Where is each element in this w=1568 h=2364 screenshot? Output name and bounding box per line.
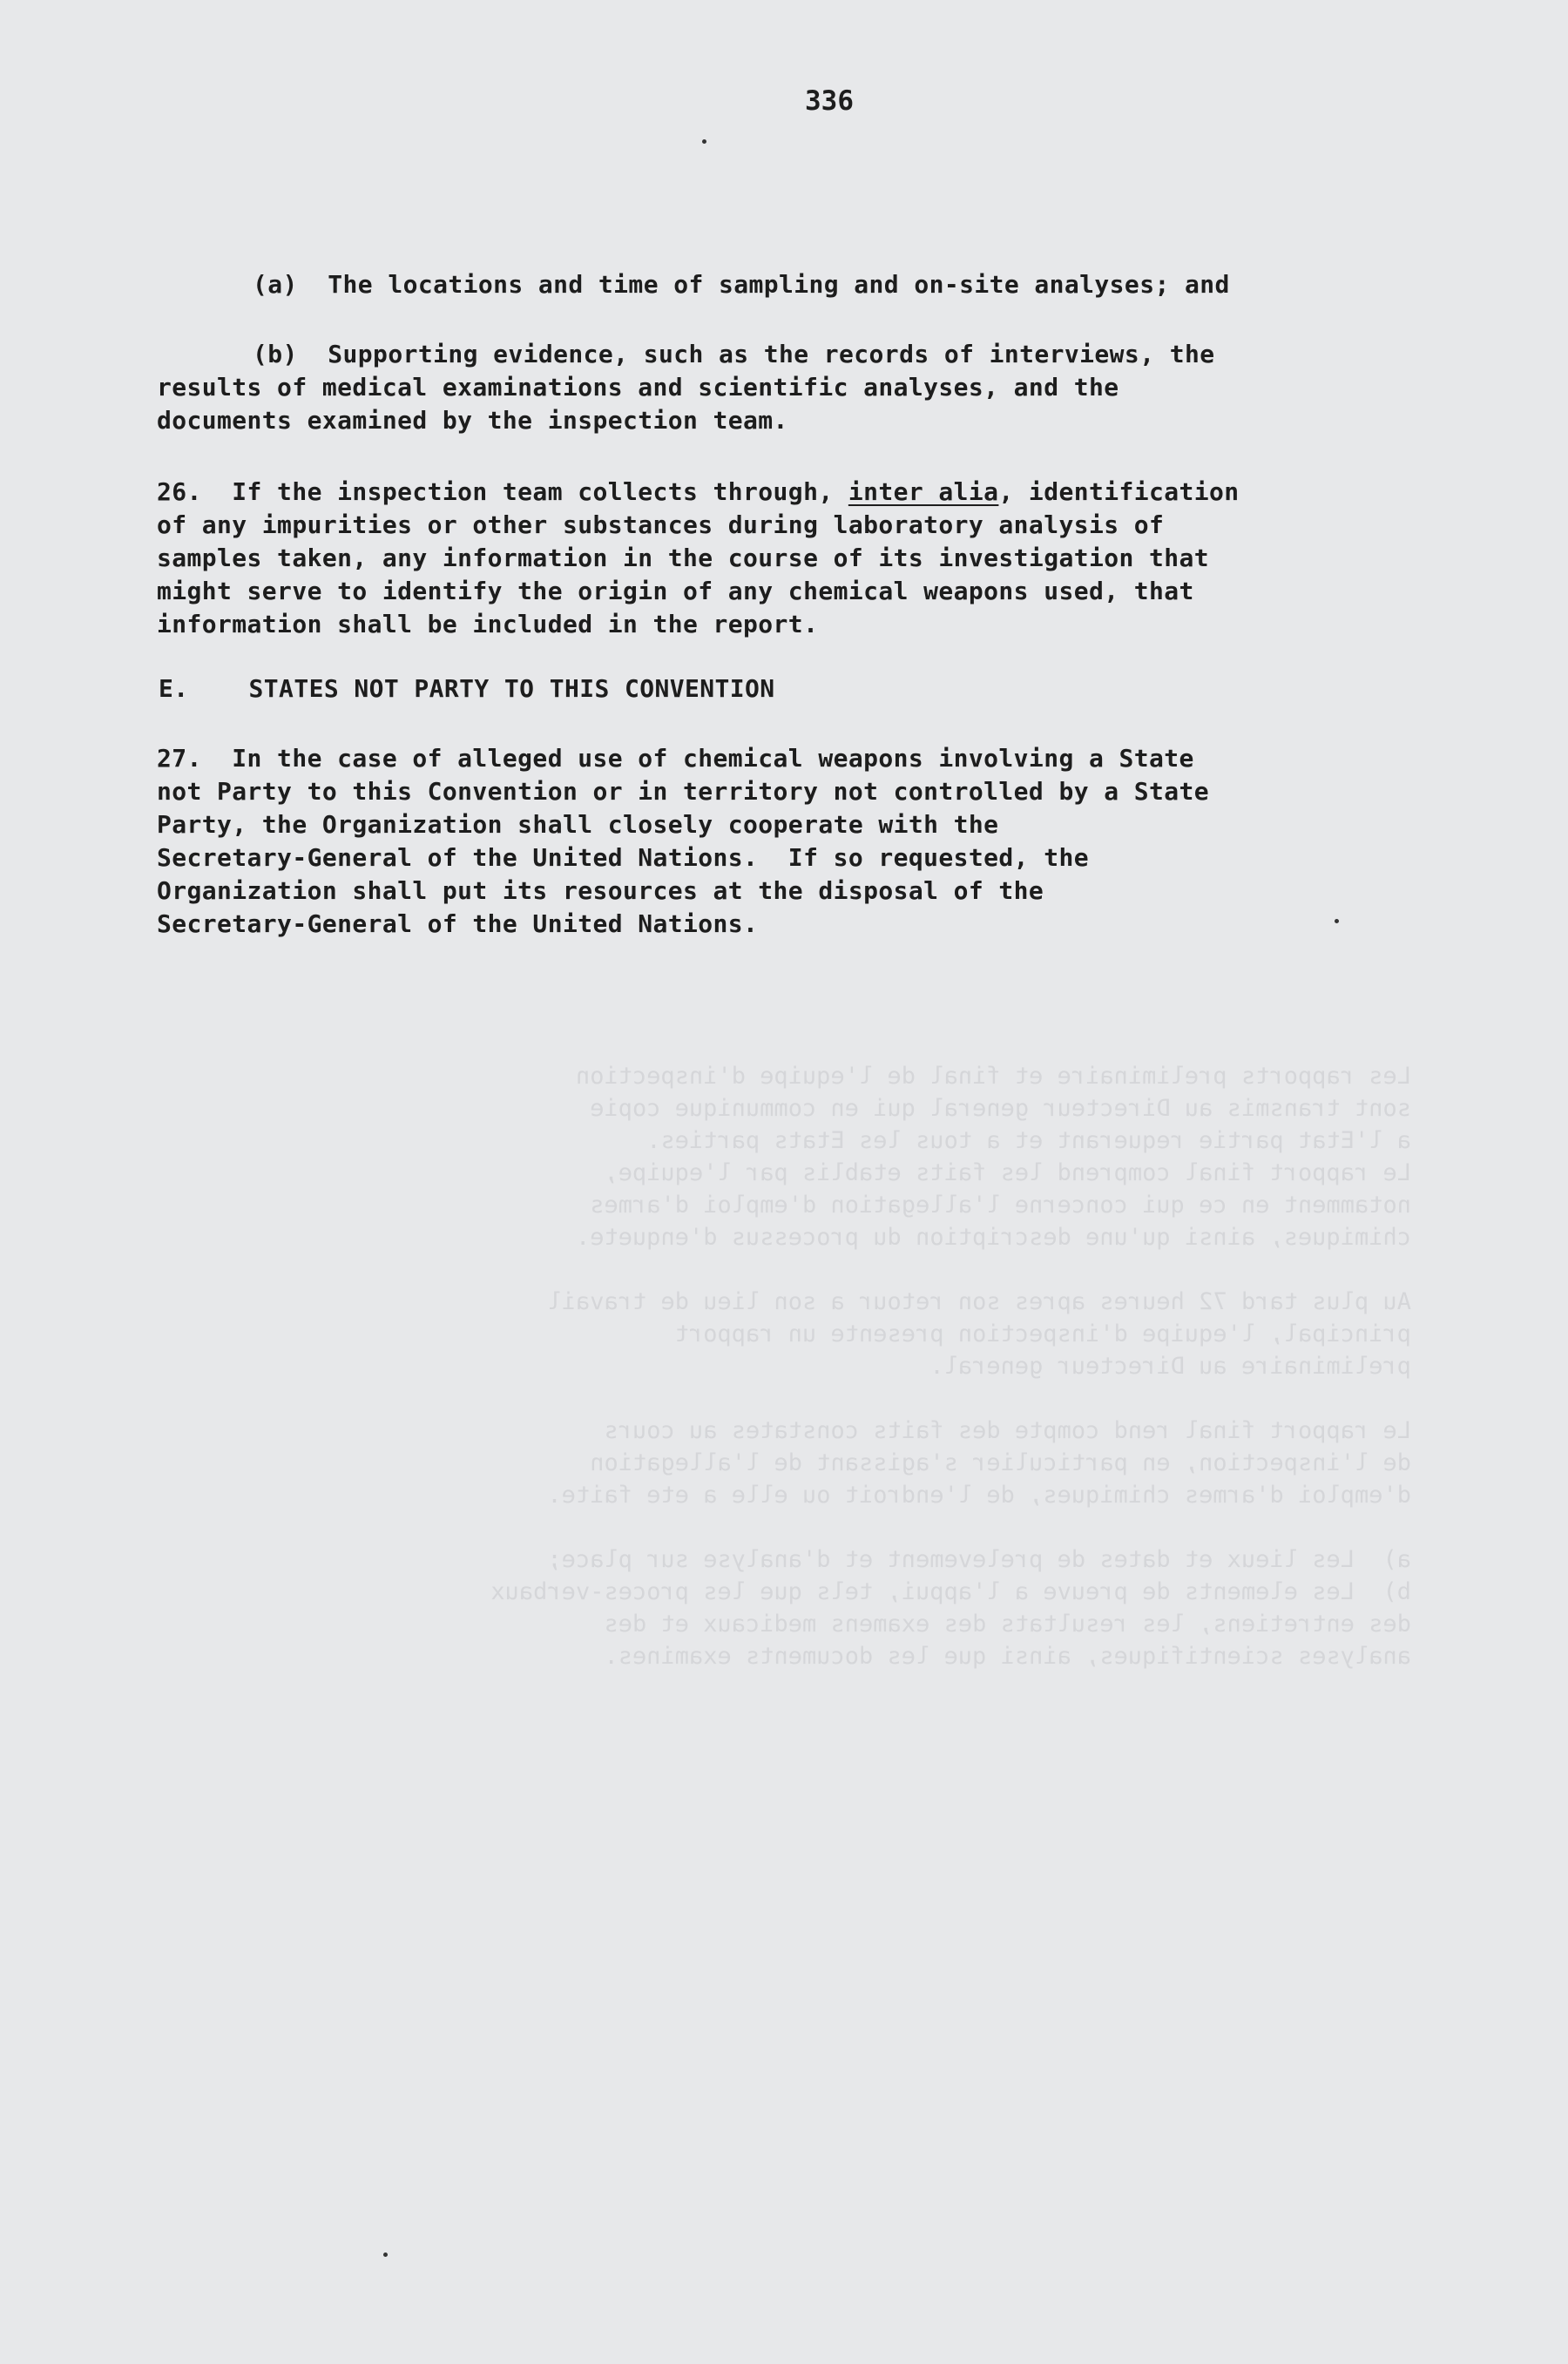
scan-speck: [383, 2253, 388, 2257]
para-27-line-3: Party, the Organization shall closely cooperate with the: [157, 810, 999, 839]
item-b-line-1: (b) Supporting evidence, such as the records of interviews, the: [253, 340, 1215, 368]
scan-speck: [1335, 919, 1339, 923]
para-27-line-1: 27. In the case of alleged use of chemical weapons involving a State: [157, 744, 1194, 773]
para-27-line-5: Organization shall put its resources at the disposal of the: [157, 876, 1044, 905]
para-26-text-end: , identification: [998, 477, 1240, 506]
para-26-line-1: [157, 476, 1240, 509]
inter-alia-underlined: inter alia: [848, 477, 999, 506]
page-number: 336: [805, 85, 854, 117]
para-27-line-6: Secretary-General of the United Nations.: [157, 909, 759, 938]
item-a: (a) The locations and time of sampling and on-site analyses; and: [253, 270, 1230, 299]
para-26-line-4: might serve to identify the origin of any chemical weapons used, that: [157, 577, 1194, 605]
para-26-line-5: information shall be included in the report.: [157, 610, 819, 638]
item-b-line-2: results of medical examinations and scientific analyses, and the: [157, 373, 1119, 402]
scan-speck: [702, 139, 706, 144]
para-27-line-4: Secretary-General of the United Nations. If so requested, the: [157, 843, 1089, 872]
para-26-line-2: of any impurities or other substances during laboratory analysis of: [157, 510, 1165, 539]
para-26-text-start: 26. If the inspection team collects through,: [157, 477, 848, 506]
bleed-through-text: Les rapports preliminaire et final de l'equipe d'inspection sont transmis au Directeur general qui en communique copie a l'Etat partie requerant et a tous les Etats parties. Le rapport final comprend les faits etablis par l'equipe, notamment en ce qui concerne l'allegation d'emploi d'armes chimiques, ainsi qu'une description du processus d'enquete. Au plus tard 72 heures apres son retour a son lieu de travail principal, l'equipe d'inspection presente un rapport preliminaire au Directeur general. Le rapport final rend compte des faits constates au cours de l'inspection, en particulier s'agissant de l'allegation d'emploi d'armes chimiques, de l'endroit ou elle a ete faite. a) Les lieux et dates de prelevement et d'analyse sur place; b) Les elements de preuve a l'appui, tels que les proces-verbaux des entretiens, les resultats des examens medicaux et des analyses scientifiques, ainsi que les documents examines.: [490, 1063, 1411, 1670]
section-e-heading: E. STATES NOT PARTY TO THIS CONVENTION: [159, 674, 775, 703]
item-b-line-3: documents examined by the inspection team.: [157, 406, 788, 435]
para-27-line-2: not Party to this Convention or in territory not controlled by a State: [157, 777, 1210, 806]
para-26-line-3: samples taken, any information in the course of its investigation that: [157, 544, 1210, 572]
